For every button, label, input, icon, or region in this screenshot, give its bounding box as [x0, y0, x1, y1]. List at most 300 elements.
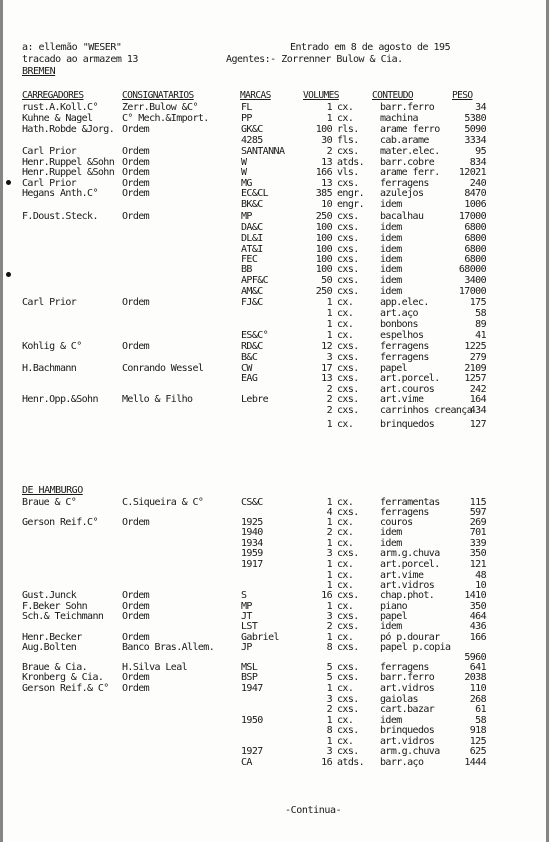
row-content: idem	[380, 538, 402, 549]
row-unit: cx.	[337, 497, 354, 508]
row-content: couros	[380, 517, 413, 528]
row-qty: 10	[321, 199, 332, 210]
row-consignee: Ordem	[122, 590, 150, 601]
row-shipper: Carl Prior	[22, 146, 77, 157]
row-weight: 58	[475, 715, 486, 726]
row-marks: LST	[241, 621, 258, 632]
row-qty: 1	[326, 113, 332, 124]
row-unit: cxs.	[337, 394, 359, 405]
row-shipper: Henr.Ruppel &Sohn	[22, 167, 115, 178]
row-content: idem	[380, 244, 402, 255]
origin-bremen: BREMEN	[22, 66, 56, 77]
row-content: idem	[380, 527, 402, 538]
row-consignee: H.Silva Leal	[122, 662, 188, 673]
page-edge-right	[546, 0, 549, 842]
row-unit: vls.	[337, 167, 359, 178]
row-qty: 1	[326, 319, 332, 330]
row-marks: CW	[241, 363, 252, 374]
row-shipper: F.Beker Sohn	[22, 601, 88, 612]
row-marks: GK&C	[241, 124, 263, 135]
row-consignee: Ordem	[122, 611, 150, 622]
row-content: art.vidros	[380, 580, 435, 591]
row-marks: RD&C	[241, 341, 263, 352]
row-content: barr.ferro	[380, 672, 435, 683]
row-consignee: Ordem	[122, 297, 150, 308]
row-weight: 834	[469, 157, 486, 168]
row-unit: cx.	[337, 570, 354, 581]
agents-line: Agentes:- Zorrenner Bulow & Cia.	[226, 54, 403, 65]
row-weight: 436	[469, 621, 486, 632]
row-marks: EC&CL	[241, 188, 269, 199]
row-weight: 2038	[464, 672, 486, 683]
row-unit: engr.	[337, 188, 365, 199]
row-content: chap.phot.	[380, 590, 435, 601]
row-unit: cxs.	[337, 352, 359, 363]
row-weight: 1225	[464, 341, 486, 352]
row-qty: 2	[326, 704, 332, 715]
row-marks: BSP	[241, 672, 258, 683]
row-qty: 1	[326, 601, 332, 612]
row-weight: 918	[469, 725, 486, 736]
row-qty: 3	[326, 694, 332, 705]
row-content: ferragens	[380, 178, 429, 189]
row-content: azulejos	[380, 188, 424, 199]
row-shipper: Henr.Opp.&Sohn	[22, 394, 98, 405]
row-qty: 16	[321, 590, 332, 601]
row-shipper: Carl Prior	[22, 297, 77, 308]
row-weight: 268	[469, 694, 486, 705]
row-shipper: Carl Prior	[22, 178, 77, 189]
row-content: brinquedos	[380, 419, 435, 430]
row-content: pó p.dourar	[380, 632, 440, 643]
row-marks: CA	[241, 757, 252, 768]
row-consignee: Ordem	[122, 632, 150, 643]
row-weight: 3334	[464, 135, 486, 146]
row-content: gaiolas	[380, 694, 418, 705]
row-content: idem	[380, 286, 402, 297]
row-consignee: Ordem	[122, 157, 150, 168]
row-content: cab.arame	[380, 135, 429, 146]
row-qty: 1	[326, 102, 332, 113]
row-unit: engr.	[337, 199, 365, 210]
row-marks: BK&C	[241, 199, 263, 210]
row-unit: cxs.	[337, 590, 359, 601]
row-consignee: Ordem	[122, 178, 150, 189]
col-conteudo: CONTEUDO	[372, 90, 413, 101]
row-marks: 1917	[241, 559, 263, 570]
row-content: papel	[380, 363, 408, 374]
row-marks: ES&C°	[241, 330, 269, 341]
row-content: machina	[380, 113, 418, 124]
row-qty: 13	[321, 373, 332, 384]
row-unit: atds.	[337, 757, 365, 768]
row-shipper: Gust.Junck	[22, 590, 77, 601]
row-unit: cx.	[337, 308, 354, 319]
row-weight: 95	[475, 146, 486, 157]
row-marks: DL&I	[241, 233, 263, 244]
row-weight: 164	[469, 394, 486, 405]
entry-date: Entrado em 8 de agosto de 195	[290, 42, 451, 53]
row-unit: cxs.	[337, 611, 359, 622]
page-edge-left	[0, 0, 3, 842]
row-marks: APF&C	[241, 275, 269, 286]
row-unit: cx.	[337, 102, 354, 113]
row-content: ferramentas	[380, 497, 440, 508]
row-unit: cxs.	[337, 341, 359, 352]
row-shipper: Gerson Reif.C°	[22, 517, 98, 528]
row-shipper: Hath.Robde &Jorg.	[22, 124, 115, 135]
row-weight: 350	[469, 548, 486, 559]
row-weight: 125	[469, 736, 486, 747]
row-qty: 100	[315, 264, 332, 275]
row-qty: 1	[326, 330, 332, 341]
row-marks: 1947	[241, 683, 263, 694]
row-qty: 1	[326, 297, 332, 308]
row-weight: 597	[469, 507, 486, 518]
row-consignee: Banco Bras.Allem.	[122, 642, 215, 653]
row-qty: 2	[326, 405, 332, 416]
row-weight: 279	[469, 352, 486, 363]
row-weight: 242	[469, 384, 486, 395]
row-marks: 1925	[241, 517, 263, 528]
row-marks: W	[241, 157, 247, 168]
row-weight: 350	[469, 601, 486, 612]
row-content: art.aço	[380, 308, 418, 319]
row-unit: fls.	[337, 135, 359, 146]
row-consignee: Ordem	[122, 683, 150, 694]
row-qty: 100	[315, 244, 332, 255]
row-unit: cxs.	[337, 662, 359, 673]
row-content: idem	[380, 233, 402, 244]
row-weight: 8470	[464, 188, 486, 199]
row-weight: 1410	[464, 590, 486, 601]
row-unit: cx.	[337, 419, 354, 430]
row-shipper: Kronberg & Cia.	[22, 672, 104, 683]
row-shipper: Braue & C°	[22, 497, 77, 508]
row-consignee: C° Mech.&Import.	[122, 113, 209, 124]
row-unit: cxs.	[337, 286, 359, 297]
row-qty: 8	[326, 642, 332, 653]
row-marks: BB	[241, 264, 252, 275]
col-volumes: VOLUMES	[303, 90, 339, 101]
row-weight: 2109	[464, 363, 486, 374]
row-weight: 61	[475, 704, 486, 715]
row-weight: 10	[475, 580, 486, 591]
row-shipper: H.Bachmann	[22, 363, 77, 374]
row-marks: EAG	[241, 373, 258, 384]
row-qty: 100	[315, 254, 332, 265]
row-marks: JP	[241, 642, 252, 653]
row-content: idem	[380, 621, 402, 632]
row-marks: 1959	[241, 548, 263, 559]
row-marks: B&C	[241, 352, 258, 363]
row-consignee: C.Siqueira & C°	[122, 497, 204, 508]
row-qty: 100	[315, 233, 332, 244]
row-weight: 68000	[458, 264, 486, 275]
row-qty: 17	[321, 363, 332, 374]
row-weight: 5960	[464, 652, 486, 663]
row-weight: 115	[469, 497, 486, 508]
row-unit: cxs.	[337, 146, 359, 157]
row-unit: cx.	[337, 330, 354, 341]
row-marks: S	[241, 590, 247, 601]
ship-name: a: ellemão "WESER"	[22, 42, 122, 53]
row-content: arame ferro	[380, 124, 440, 135]
row-weight: 701	[469, 527, 486, 538]
row-weight: 34	[475, 102, 486, 113]
row-unit: cxs.	[337, 384, 359, 395]
row-qty: 3	[326, 746, 332, 757]
row-consignee: Zerr.Bulow &C°	[122, 102, 198, 113]
row-qty: 1	[326, 538, 332, 549]
row-unit: cxs.	[337, 233, 359, 244]
row-weight: 1257	[464, 373, 486, 384]
row-weight: 166	[469, 632, 486, 643]
row-weight: 6800	[464, 222, 486, 233]
row-content: art.vime	[380, 394, 424, 405]
row-marks: Lebre	[241, 394, 269, 405]
row-consignee: Conrando Wessel	[122, 363, 204, 374]
row-unit: cxs.	[337, 275, 359, 286]
row-content: barr.ferro	[380, 102, 435, 113]
row-marks: 1934	[241, 538, 263, 549]
row-qty: 5	[326, 662, 332, 673]
row-qty: 250	[315, 211, 332, 222]
row-weight: 12021	[458, 167, 486, 178]
punch-hole	[6, 180, 11, 185]
row-weight: 89	[475, 319, 486, 330]
row-marks: JT	[241, 611, 252, 622]
row-unit: cxs.	[337, 694, 359, 705]
row-qty: 385	[315, 188, 332, 199]
row-unit: cx.	[337, 632, 354, 643]
row-content: arame ferr.	[380, 167, 440, 178]
row-weight: 17000	[458, 286, 486, 297]
row-weight: 17000	[458, 211, 486, 222]
col-peso: PESO	[452, 90, 473, 101]
warehouse-line: tracado ao armazem 13	[22, 54, 138, 65]
row-unit: cx.	[337, 538, 354, 549]
row-qty: 12	[321, 341, 332, 352]
row-unit: cx.	[337, 319, 354, 330]
row-marks: AM&C	[241, 286, 263, 297]
row-shipper: Braue & Cia.	[22, 662, 88, 673]
row-weight: 6800	[464, 244, 486, 255]
row-weight: 434	[469, 405, 486, 416]
row-weight: 464	[469, 611, 486, 622]
row-content: mater.elec.	[380, 146, 440, 157]
row-content: ferragens	[380, 662, 429, 673]
row-content: app.elec.	[380, 297, 429, 308]
row-shipper: Kohlig & C°	[22, 341, 82, 352]
row-weight: 641	[469, 662, 486, 673]
row-shipper: Hegans Anth.C°	[22, 188, 98, 199]
row-shipper: Sch.& Teichmann	[22, 611, 104, 622]
col-marcas: MARCAS	[240, 90, 271, 101]
row-marks: MP	[241, 211, 252, 222]
row-qty: 3	[326, 352, 332, 363]
row-marks: MP	[241, 601, 252, 612]
row-weight: 48	[475, 570, 486, 581]
row-content: ferragens	[380, 507, 429, 518]
row-content: carrinhos creança	[380, 405, 473, 416]
row-marks: MG	[241, 178, 252, 189]
row-unit: rls.	[337, 124, 359, 135]
row-unit: cxs.	[337, 672, 359, 683]
row-content: idem	[380, 275, 402, 286]
row-content: idem	[380, 264, 402, 275]
row-qty: 2	[326, 384, 332, 395]
row-qty: 1	[326, 683, 332, 694]
row-content: ferragens	[380, 341, 429, 352]
row-unit: cx.	[337, 517, 354, 528]
row-marks: MSL	[241, 662, 258, 673]
row-consignee: Ordem	[122, 124, 150, 135]
row-qty: 1	[326, 308, 332, 319]
row-qty: 1	[326, 517, 332, 528]
row-content: idem	[380, 199, 402, 210]
row-weight: 58	[475, 308, 486, 319]
row-unit: cxs.	[337, 254, 359, 265]
row-weight: 41	[475, 330, 486, 341]
row-weight: 121	[469, 559, 486, 570]
row-qty: 4	[326, 507, 332, 518]
row-qty: 250	[315, 286, 332, 297]
row-unit: cx.	[337, 527, 354, 538]
row-qty: 50	[321, 275, 332, 286]
origin-hamburgo: DE HAMBURGO	[22, 485, 83, 496]
row-shipper: Aug.Bolten	[22, 642, 77, 653]
row-shipper: Henr.Ruppel &Sohn	[22, 157, 115, 168]
row-content: art.vime	[380, 570, 424, 581]
row-content: art.vidros	[380, 683, 435, 694]
row-consignee: Ordem	[122, 672, 150, 683]
row-unit: cxs.	[337, 405, 359, 416]
row-unit: cxs.	[337, 704, 359, 715]
row-consignee: Ordem	[122, 146, 150, 157]
row-unit: cxs.	[337, 548, 359, 559]
row-unit: cxs.	[337, 746, 359, 757]
row-consignee: Ordem	[122, 517, 150, 528]
row-qty: 2	[326, 621, 332, 632]
row-qty: 3	[326, 611, 332, 622]
row-content: brinquedos	[380, 725, 435, 736]
row-marks: 1950	[241, 715, 263, 726]
row-unit: cxs.	[337, 178, 359, 189]
row-unit: cx.	[337, 683, 354, 694]
row-consignee: Mello & Filho	[122, 394, 193, 405]
row-weight: 3400	[464, 275, 486, 286]
row-content: art.porcel.	[380, 373, 440, 384]
row-qty: 8	[326, 725, 332, 736]
row-qty: 1	[326, 570, 332, 581]
row-unit: cxs.	[337, 244, 359, 255]
row-content: papel p.copia	[380, 642, 451, 653]
row-unit: cx.	[337, 715, 354, 726]
row-marks: SANTANNA	[241, 146, 285, 157]
row-shipper: rust.A.Koll.C°	[22, 102, 98, 113]
row-weight: 175	[469, 297, 486, 308]
row-qty: 1	[326, 632, 332, 643]
row-qty: 13	[321, 178, 332, 189]
row-weight: 5380	[464, 113, 486, 124]
row-weight: 269	[469, 517, 486, 528]
row-weight: 1006	[464, 199, 486, 210]
row-qty: 1	[326, 736, 332, 747]
row-content: art.porcel.	[380, 559, 440, 570]
row-marks: 4285	[241, 135, 263, 146]
row-unit: cxs.	[337, 222, 359, 233]
continua-note: -Continua-	[285, 805, 342, 816]
row-unit: cxs.	[337, 363, 359, 374]
row-unit: cx.	[337, 559, 354, 570]
col-carregadores: CARREGADORES	[22, 90, 84, 101]
row-unit: cx.	[337, 113, 354, 124]
row-marks: FJ&C	[241, 297, 263, 308]
row-marks: FEC	[241, 254, 258, 265]
row-qty: 30	[321, 135, 332, 146]
row-weight: 625	[469, 746, 486, 757]
row-unit: cxs.	[337, 373, 359, 384]
row-content: idem	[380, 254, 402, 265]
row-shipper: F.Doust.Steck.	[22, 211, 98, 222]
row-qty: 1	[326, 580, 332, 591]
row-qty: 16	[321, 757, 332, 768]
row-qty: 5	[326, 672, 332, 683]
row-qty: 100	[315, 124, 332, 135]
row-unit: cxs.	[337, 264, 359, 275]
row-unit: cxs.	[337, 621, 359, 632]
row-marks: CS&C	[241, 497, 263, 508]
row-qty: 1	[326, 497, 332, 508]
row-unit: atds.	[337, 157, 365, 168]
row-content: art.couros	[380, 384, 435, 395]
row-content: bonbons	[380, 319, 418, 330]
row-weight: 5090	[464, 124, 486, 135]
row-qty: 13	[321, 157, 332, 168]
row-unit: cxs.	[337, 211, 359, 222]
row-unit: cxs.	[337, 725, 359, 736]
row-qty: 100	[315, 222, 332, 233]
row-unit: cx.	[337, 297, 354, 308]
row-content: art.vidros	[380, 736, 435, 747]
row-qty: 2	[326, 527, 332, 538]
row-marks: Gabriel	[241, 632, 279, 643]
row-weight: 240	[469, 178, 486, 189]
row-shipper: Gerson Reif.& C°	[22, 683, 109, 694]
row-unit: cxs.	[337, 642, 359, 653]
row-content: bacalhau	[380, 211, 424, 222]
row-marks: PP	[241, 113, 252, 124]
row-weight: 339	[469, 538, 486, 549]
row-content: cart.bazar	[380, 704, 435, 715]
row-qty: 2	[326, 394, 332, 405]
row-marks: FL	[241, 102, 252, 113]
row-content: barr.aço	[380, 757, 424, 768]
row-content: arm.g.chuva	[380, 548, 440, 559]
row-content: espelhos	[380, 330, 424, 341]
row-marks: DA&C	[241, 222, 263, 233]
row-weight: 6800	[464, 233, 486, 244]
row-qty: 2	[326, 146, 332, 157]
row-marks: 1940	[241, 527, 263, 538]
row-content: barr.cobre	[380, 157, 435, 168]
row-shipper: Henr.Becker	[22, 632, 82, 643]
row-qty: 1	[326, 559, 332, 570]
row-unit: cx.	[337, 580, 354, 591]
row-qty: 1	[326, 419, 332, 430]
row-unit: cxs.	[337, 507, 359, 518]
